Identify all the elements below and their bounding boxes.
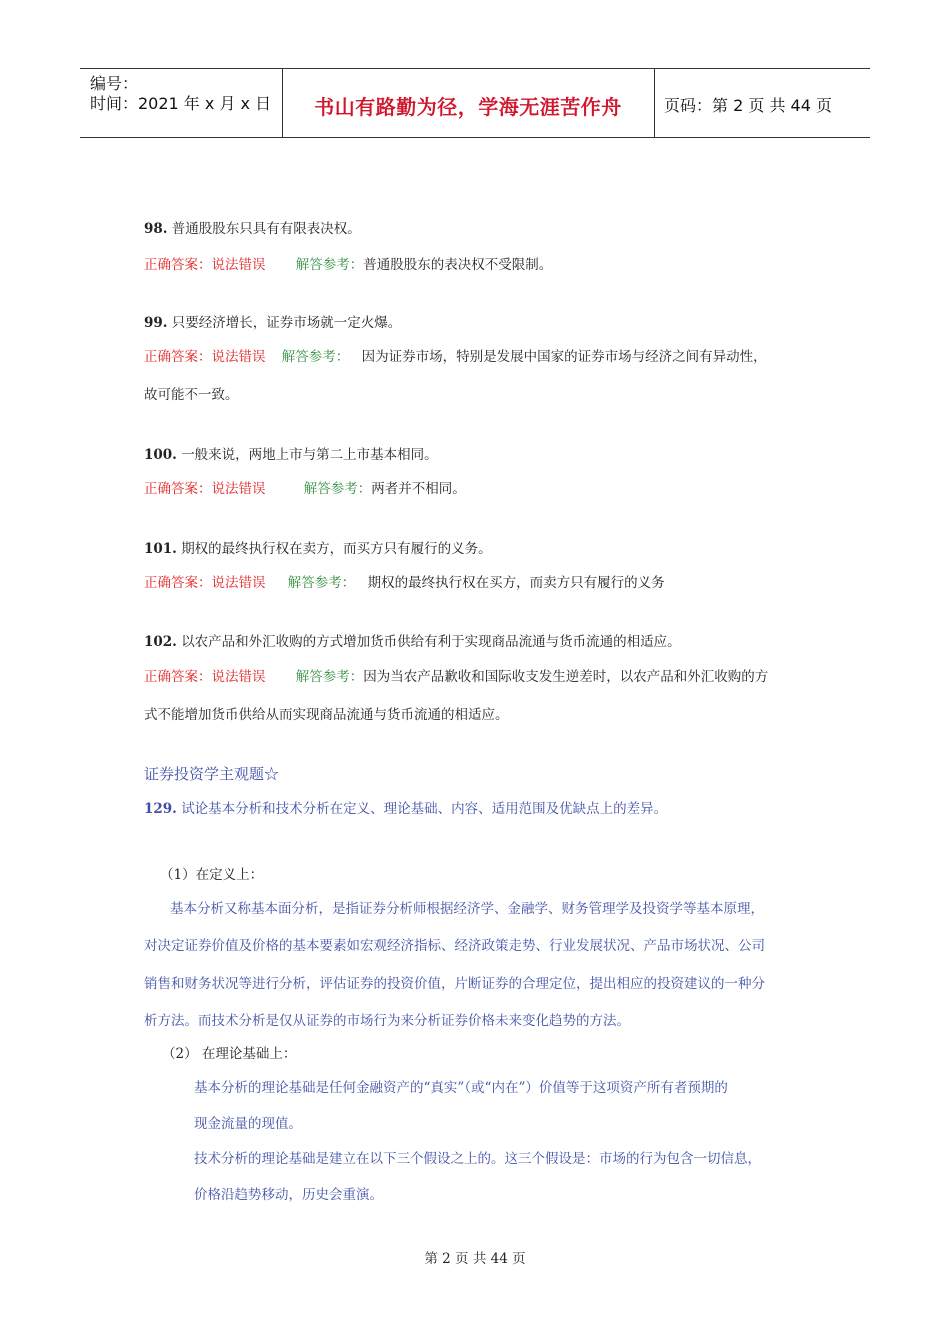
question-text: 期权的最终执行权在卖方，而买方只有履行的义务。 [181, 541, 492, 557]
question-text: 试论基本分析和技术分析在定义、理论基础、内容、适用范围及优缺点上的差异。 [181, 801, 668, 817]
question-99 [144, 314, 401, 332]
header-meta-cell [80, 69, 283, 137]
ref-text: 普通股股东的表决权不受限制。 [363, 257, 553, 273]
ref-text: 期权的最终执行权在买方，而卖方只有履行的义务 [367, 575, 665, 591]
question-100 [144, 446, 438, 464]
header-motto-cell [282, 69, 655, 137]
page-footer: 第 2 页 共 44 页 [424, 1251, 526, 1267]
answer-label: 正确答案：说法错误 [144, 349, 266, 365]
question-number: 102. [144, 634, 177, 650]
answer-102 [144, 668, 768, 686]
question-text: 普通股股东只具有有限表决权。 [171, 221, 361, 237]
question-text: 只要经济增长，证券市场就一定火爆。 [171, 315, 402, 331]
section-title: 证券投资学主观题☆ [144, 765, 280, 783]
doc-time-label: 时间：2021 年 x 月 x 日 [90, 94, 272, 113]
question-number: 129. [144, 801, 177, 817]
ref-label: 解答参考： [303, 481, 372, 497]
answer-label: 正确答案：说法错误 [144, 257, 266, 273]
question-number: 99. [144, 315, 168, 331]
question-text: 一般来说，两地上市与第二上市基本相同。 [181, 447, 438, 463]
answer-98 [144, 256, 552, 274]
theory-line: 技术分析的理论基础是建立在以下三个假设之上的。这三个假设是：市场的行为包含一切信息， [194, 1151, 761, 1167]
doc-number-label: 编号： [90, 74, 139, 93]
answer-label: 正确答案：说法错误 [144, 575, 266, 591]
ref-label: 解答参考： [295, 669, 364, 685]
answer-label: 正确答案：说法错误 [144, 481, 266, 497]
question-text: 以农产品和外汇收购的方式增加货币供给有利于实现商品流通与货币流通的相适应。 [181, 634, 681, 650]
ref-label: 解答参考： [281, 349, 350, 365]
definition-line: 基本分析又称基本面分析，是指证券分析师根据经济学、金融学、财务管理学及投资学等基本原理， [170, 901, 764, 917]
question-number: 98. [144, 221, 168, 237]
answer-102-continued: 式不能增加货币供给从而实现商品流通与货币流通的相适应。 [144, 707, 509, 723]
definition-line: 析方法。而技术分析是仅从证券的市场行为来分析证券价格未来变化趋势的方法。 [144, 1013, 630, 1029]
header-motto: 书山有路勤为径，学海无涯苦作舟 [314, 95, 622, 119]
question-101 [144, 540, 492, 558]
ref-text: 因为当农产品歉收和国际收支发生逆差时，以农产品和外汇收购的方 [363, 669, 769, 685]
answer-101 [144, 574, 665, 592]
question-102 [144, 633, 681, 651]
ref-label: 解答参考： [295, 257, 364, 273]
page-header [80, 68, 870, 138]
ref-text: 两者并不相同。 [371, 481, 466, 497]
question-number: 101. [144, 541, 177, 557]
theory-line: 现金流量的现值。 [194, 1116, 302, 1132]
answer-99-continued: 故可能不一致。 [144, 387, 239, 403]
answer-100 [144, 480, 466, 498]
answer-99 [144, 348, 767, 366]
theory-line: 基本分析的理论基础是任何金融资产的“真实”（或“内在”）价值等于这项资产所有者预期的 [194, 1080, 728, 1096]
definition-heading: （1）在定义上： [160, 867, 264, 883]
question-129 [144, 800, 667, 818]
question-98 [144, 220, 361, 238]
definition-line: 销售和财务状况等进行分析，评估证券的投资价值，片断证券的合理定位，提出相应的投资建议的一种分 [144, 976, 765, 992]
question-number: 100. [144, 447, 177, 463]
definition-line: 对决定证券价值及价格的基本要素如宏观经济指标、经济政策走势、行业发展状况、产品市场状况、公司 [144, 938, 765, 954]
header-page-info: 页码：第 2 页 共 44 页 [664, 96, 832, 115]
theory-line: 价格沿趋势移动，历史会重演。 [194, 1187, 383, 1203]
theory-heading: （2） 在理论基础上： [162, 1046, 297, 1062]
header-page-cell [654, 69, 870, 137]
ref-text: 因为证券市场，特别是发展中国家的证券市场与经济之间有异动性， [361, 349, 767, 365]
answer-label: 正确答案：说法错误 [144, 669, 266, 685]
ref-label: 解答参考： [287, 575, 356, 591]
